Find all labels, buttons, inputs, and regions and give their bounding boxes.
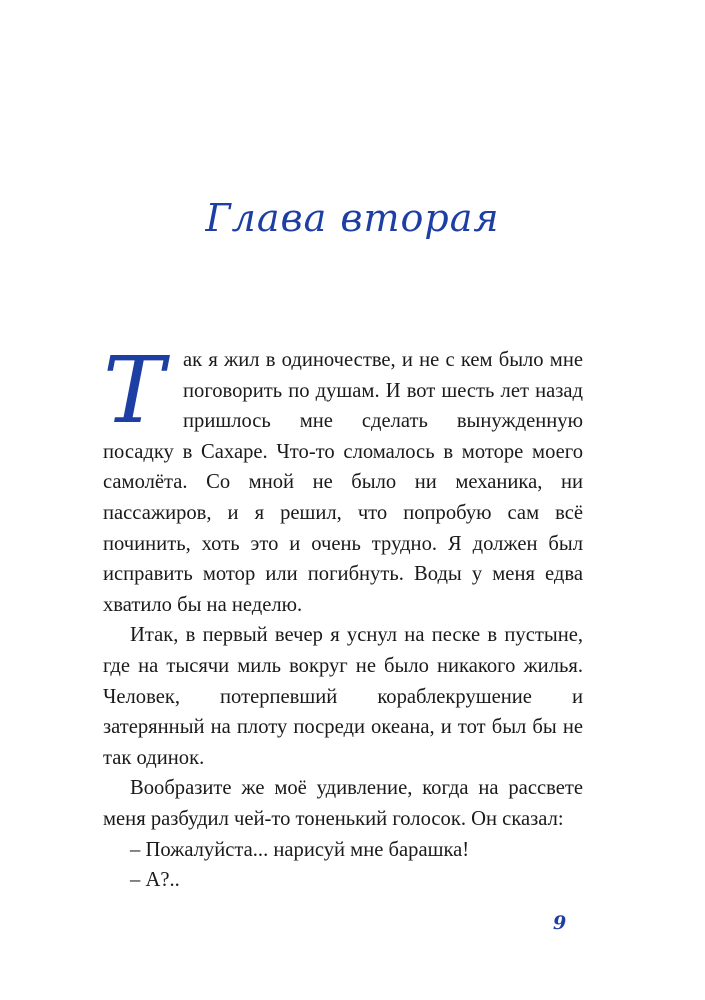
paragraph-1-text: ак я жил в одиночестве, и не с кем было мне поговорить по душам. И вот шесть лет назад пришлось мне сделать вынужденную посадку в Сахаре. Что-то сломалось в моторе моего самолёта. Со мной не было ни механика, ни пассажиров, и я решил, что попробую сам всё починить, хоть это и очень трудно. Я должен был исправить мотор или погибнуть. Воды у меня едва хватило бы на неделю.	[103, 349, 583, 616]
dialog-line-2: – А?..	[130, 869, 180, 892]
dialog-line-1: – Пожалуйста... нарисуй мне барашка!	[130, 838, 470, 861]
paragraph-2: Итак, в первый вечер я уснул на песке в пустыне, где на тысячи миль вокруг не было никакого жилья. Человек, потерпевший кораблекрушение и затерянный на плоту посреди океана, и тот был бы не так одинок.	[103, 624, 583, 769]
page-number: 9	[553, 912, 567, 934]
paragraph-3: Вообразите же моё удивление, когда на рассвете меня разбудил чей-то тоненький голосок. Он сказал:	[103, 777, 583, 830]
body-text	[103, 337, 583, 896]
drop-cap-letter: Т	[103, 337, 165, 444]
chapter-title: Глава вторая	[205, 196, 500, 240]
paragraph-1	[103, 337, 583, 620]
